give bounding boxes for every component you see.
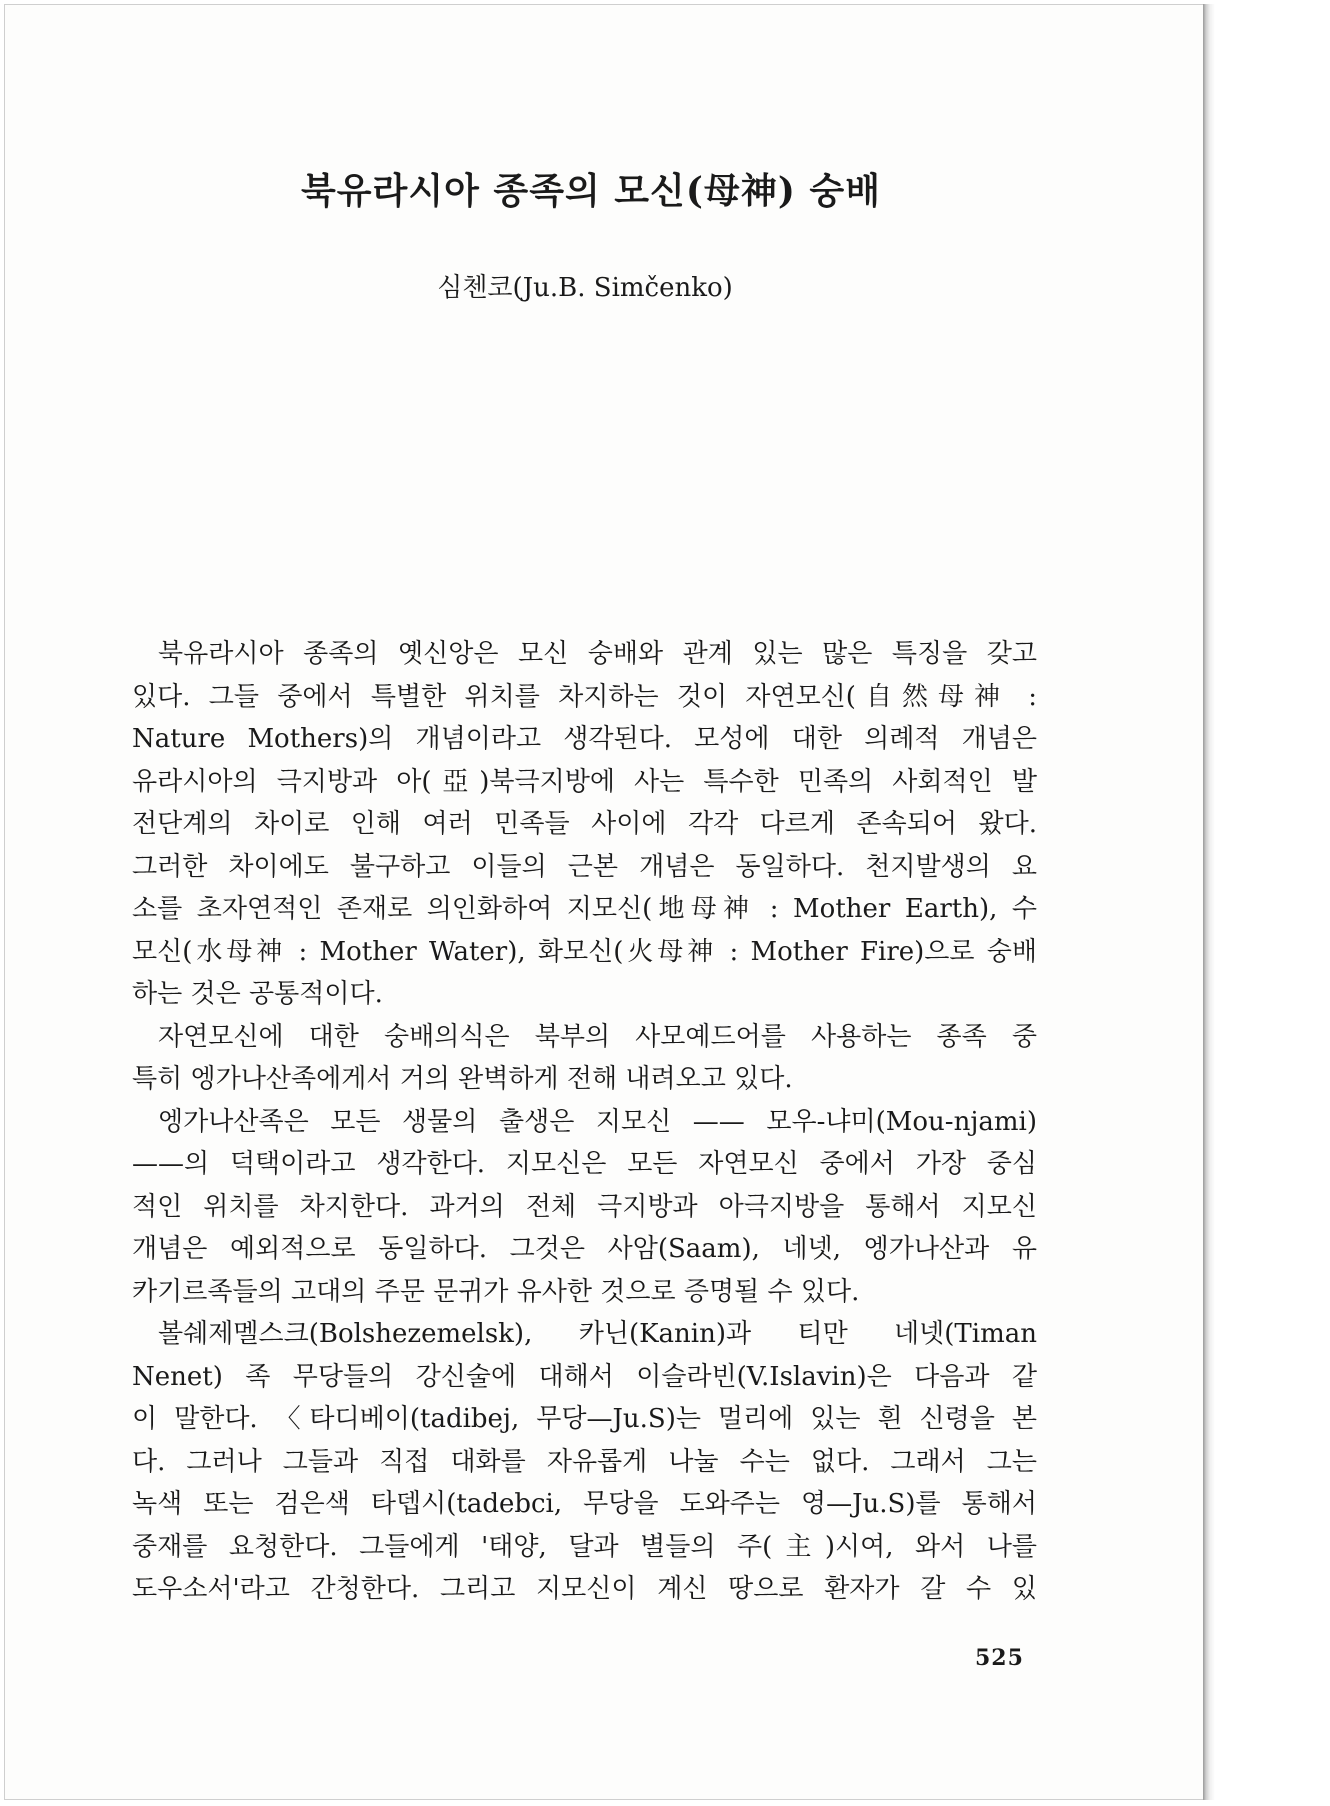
text-line: 녹색 또는 검은색 타뎁시(tadebci, 무당을 도와주는 영—Ju.S)를 통해서 (132, 1489, 1037, 1519)
text-line: 특히 엥가나산족에게서 거의 완벽하게 전해 내려오고 있다. (132, 1064, 793, 1094)
text-line: 카기르족들의 고대의 주문 문귀가 유사한 것으로 증명될 수 있다. (132, 1276, 860, 1307)
text-line: Nenet) 족 무당들의 강신술에 대해서 이슬라빈(V.Islavin)은 다음과 같 (132, 1361, 1037, 1392)
text-line: 자연모신에 대한 숭배의식은 북부의 사모예드어를 사용하는 종족 중 (158, 1021, 1037, 1052)
text-line: 북유라시아 종족의 옛신앙은 모신 숭배와 관계 있는 많은 특징을 갖고 (158, 639, 1037, 669)
article-title: 북유라시아 종족의 모신(母神) 숭배 (301, 170, 881, 212)
text-line: 적인 위치를 차지한다. 과거의 전체 극지방과 아극지방을 통해서 지모신 (132, 1191, 1037, 1222)
page-number: 525 (975, 1645, 1024, 1671)
text-line: 모신(水母神 : Mother Water), 화모신(火母神 : Mother Fire)으로 숭배 (132, 936, 1037, 967)
book-page (4, 4, 1206, 1800)
text-line: 이 말한다. 〈타디베이(tadibej, 무당—Ju.S)는 멀리에 있는 흰 신령을 본 (132, 1404, 1037, 1434)
text-line: ——의 덕택이라고 생각한다. 지모신은 모든 자연모신 중에서 가장 중심 (132, 1149, 1037, 1179)
text-line: 소를 초자연적인 존재로 의인화하여 지모신(地母神 : Mother Earth), 수 (132, 894, 1037, 924)
text-line: 엥가나산족은 모든 생물의 출생은 지모신 —— 모우-냐미(Mou-njami) (158, 1106, 1037, 1137)
text-line: 다. 그러나 그들과 직접 대화를 자유롭게 나눌 수는 없다. 그래서 그는 (132, 1446, 1037, 1477)
text-line: 있다. 그들 중에서 특별한 위치를 차지하는 것이 자연모신(自然母神 : (132, 681, 1037, 712)
text-line: 도우소서'라고 간청한다. 그리고 지모신이 계신 땅으로 환자가 갈 수 있 (132, 1574, 1037, 1604)
body-text (132, 633, 1037, 1611)
text-line: 개념은 예외적으로 동일하다. 그것은 사암(Saam), 네넷, 엥가나산과 유 (132, 1234, 1037, 1264)
text-line: 볼쉐제멜스크(Bolshezemelsk), 카닌(Kanin)과 티만 네넷(Timan (158, 1319, 1037, 1349)
text-line: 하는 것은 공통적이다. (132, 979, 383, 1009)
text-line: Nature Mothers)의 개념이라고 생각된다. 모성에 대한 의례적 개념은 (132, 724, 1037, 754)
text-line: 중재를 요청한다. 그들에게 '태양, 달과 별들의 주(主)시여, 와서 나를 (132, 1531, 1037, 1562)
page-edge-shadow (1203, 4, 1215, 1800)
text-line: 그러한 차이에도 불구하고 이들의 근본 개념은 동일하다. 천지발생의 요 (132, 851, 1037, 882)
text-line: 전단계의 차이로 인해 여러 민족들 사이에 각각 다르게 존속되어 왔다. (132, 809, 1037, 839)
author-line: 심첸코(Ju.B. Simčenko) (437, 273, 733, 303)
text-line: 유라시아의 극지방과 아(亞)북극지방에 사는 특수한 민족의 사회적인 발 (132, 766, 1037, 797)
